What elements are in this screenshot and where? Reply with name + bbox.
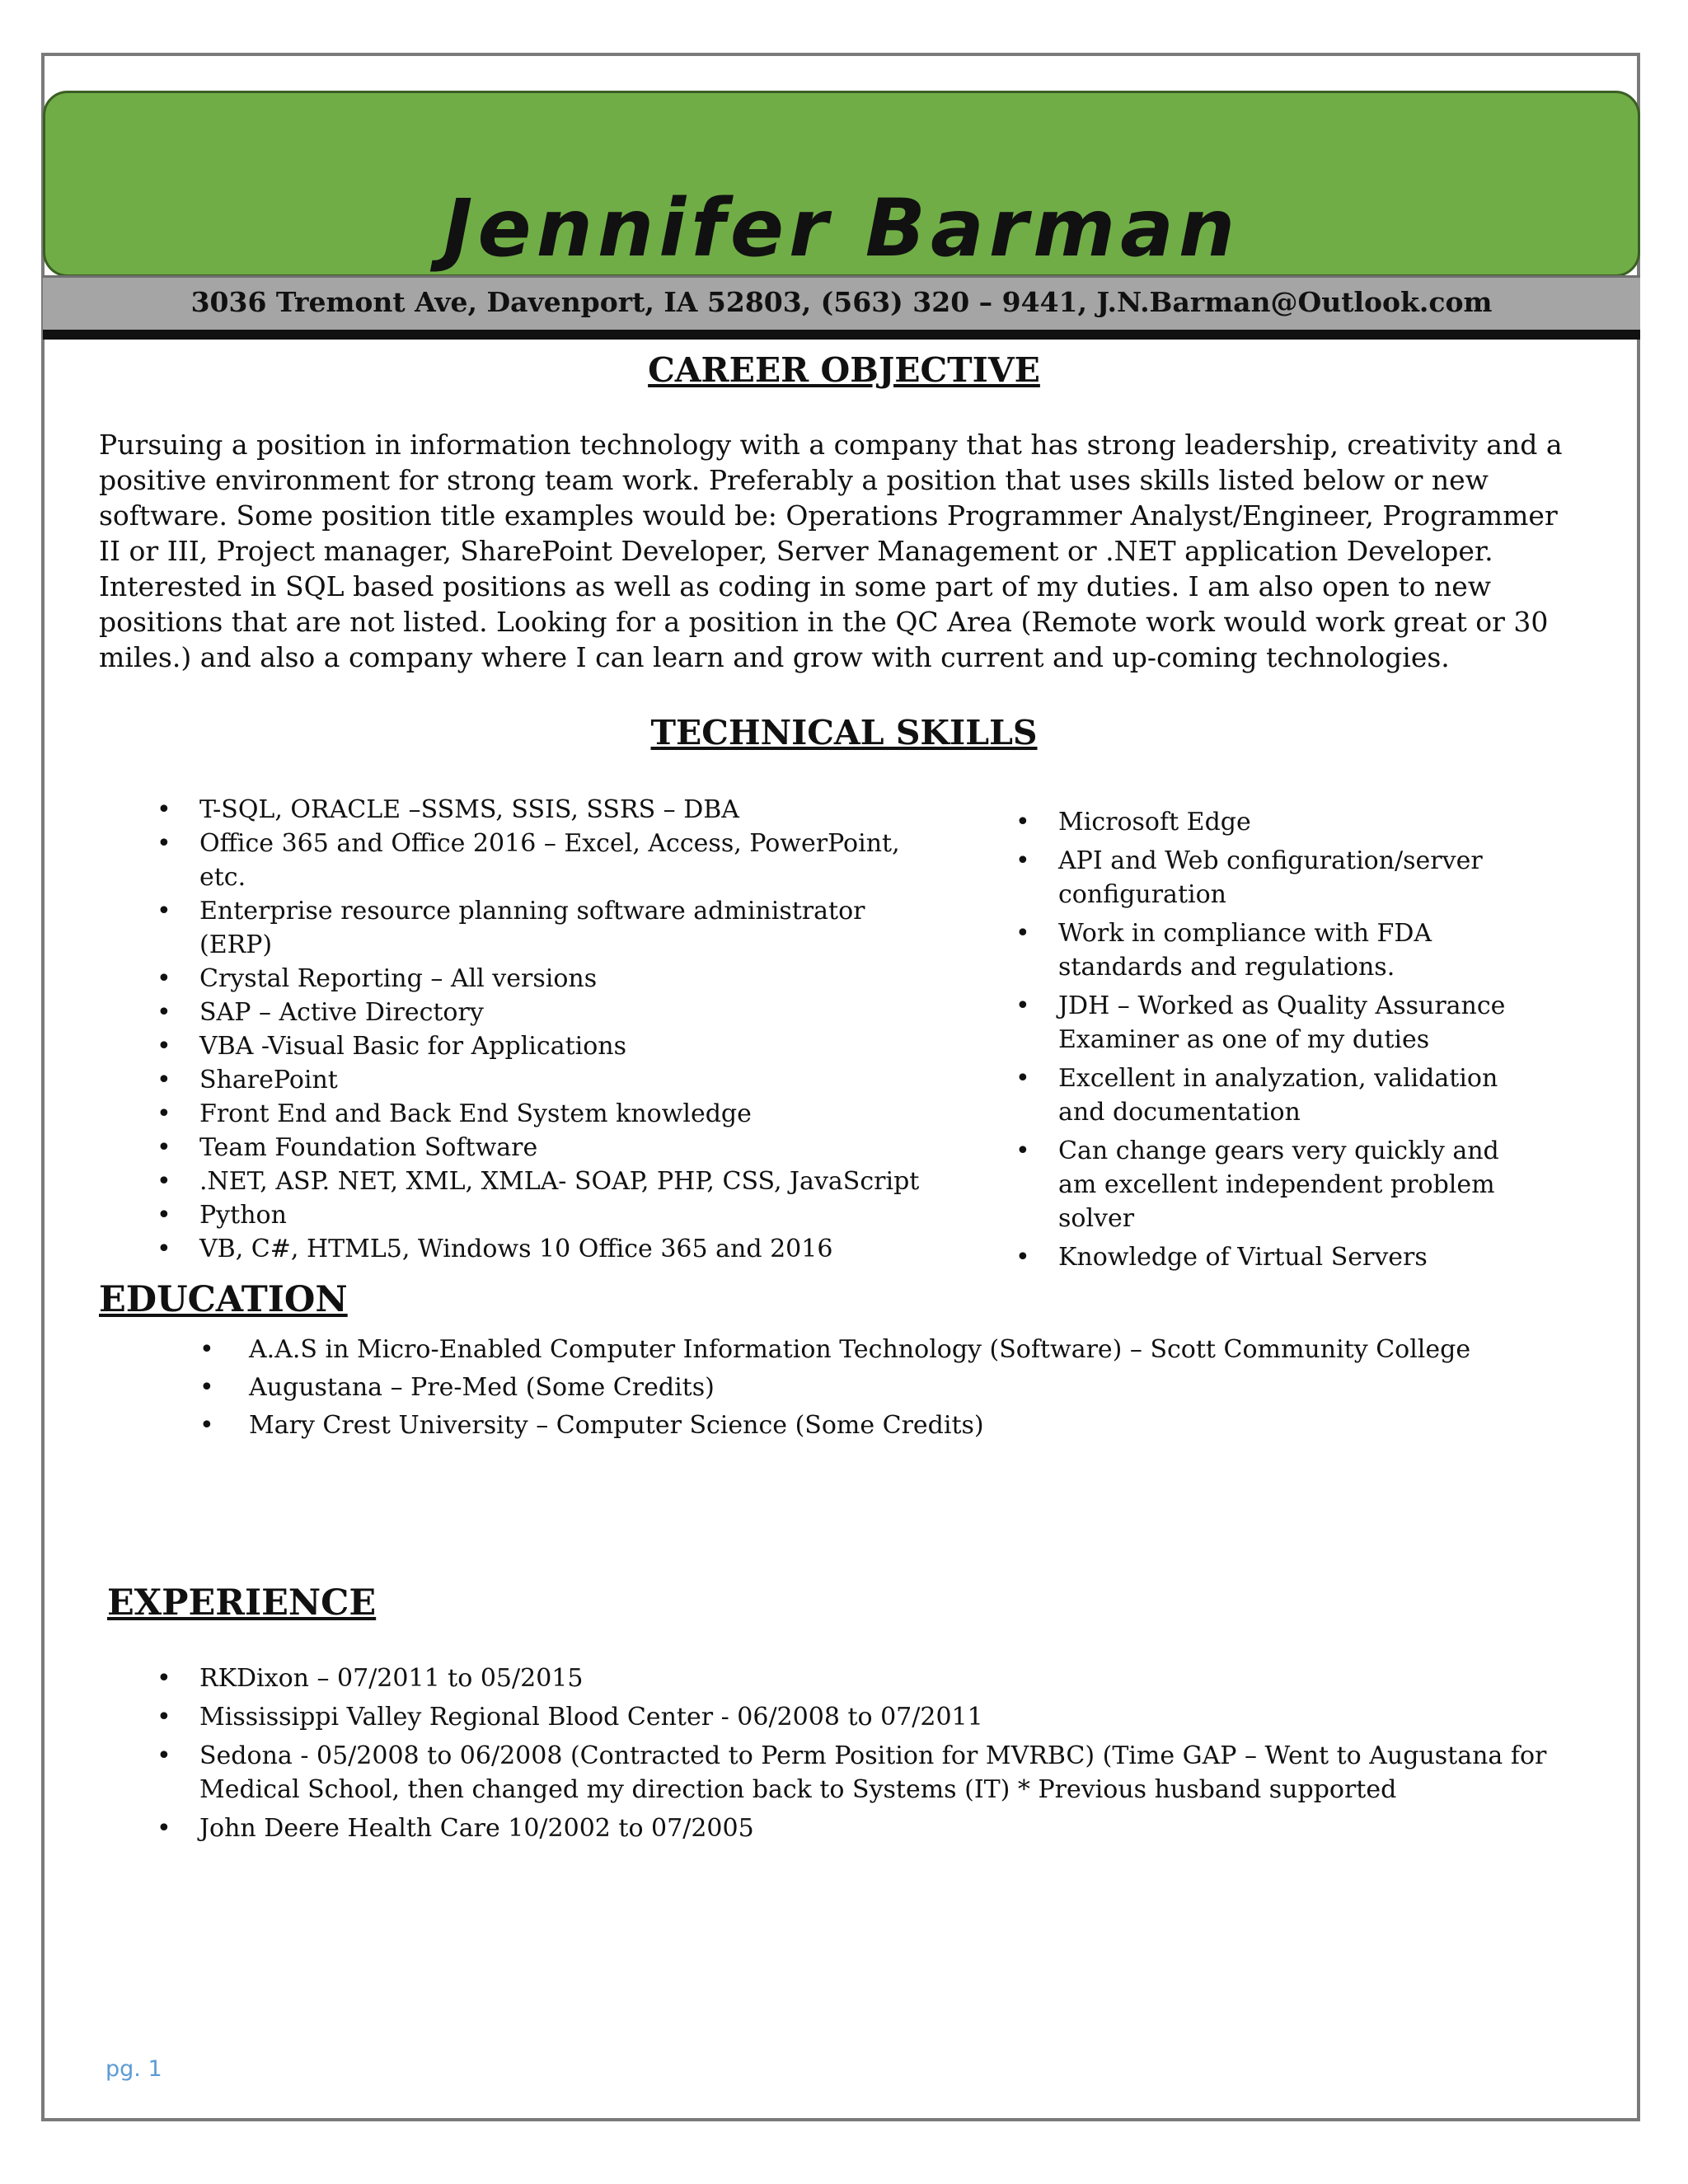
- list-item: • Mississippi Valley Regional Blood Center - 06/2008 to 07/2011: [99, 1700, 1582, 1734]
- bullet-icon: •: [157, 1814, 171, 1843]
- list-item: • Enterprise resource planning software administrator (ERP): [99, 894, 923, 962]
- list-item: • Work in compliance with FDA standards and regulations.: [958, 916, 1535, 984]
- list-item: • API and Web configuration/server configuration: [958, 844, 1535, 912]
- education-heading: EDUCATION: [99, 1279, 348, 1320]
- technical-skills-right-list: [958, 805, 1535, 1279]
- bullet-icon: •: [157, 1099, 171, 1128]
- education-list: [148, 1331, 1550, 1445]
- bullet-icon: •: [157, 1201, 171, 1230]
- list-item: • Can change gears very quickly and am excellent independent problem solver: [958, 1134, 1535, 1235]
- list-item: • SharePoint: [99, 1063, 923, 1097]
- name-banner: [43, 91, 1640, 277]
- bullet-icon: •: [1015, 1064, 1030, 1093]
- list-item: • Excellent in analyzation, validation and documentation: [958, 1062, 1535, 1129]
- contact-info: 3036 Tremont Ave, Davenport, IA 52803, (563) 320 – 9441, J.N.Barman@Outlook.com: [43, 275, 1640, 330]
- experience-heading: EXPERIENCE: [107, 1582, 377, 1624]
- list-item: • A.A.S in Micro-Enabled Computer Information Technology (Software) – Scott Community College: [148, 1331, 1550, 1369]
- bullet-icon: •: [157, 1066, 171, 1094]
- career-objective-text: Pursuing a position in information technology with a company that has strong leadership, creativity and a positive environment for strong team work. Preferably a position that uses skills listed below or new software. Some position title examples would be: Operations Programmer Analyst/Engineer, Programmer II or III, Project manager, SharePoint Developer, Server Management or .NET application Developer. Interested in SQL based positions as well as coding in some part of my duties. I am also open to new positions that are not listed. Looking for a position in the QC Area (Remote work would work great or 30 miles.) and also a company where I can learn and grow with current and up-coming technologies.: [99, 429, 1563, 673]
- list-item: • Microsoft Edge: [958, 805, 1535, 839]
- list-item: • JDH – Worked as Quality Assurance Examiner as one of my duties: [958, 989, 1535, 1057]
- list-item: • T-SQL, ORACLE –SSMS, SSIS, SSRS – DBA: [99, 793, 923, 827]
- list-item: • Sedona - 05/2008 to 06/2008 (Contracted to Perm Position for MVRBC) (Time GAP – Went to Augustana for Medical School, then changed my direction back to Systems (IT) * Previous husband supported: [99, 1739, 1582, 1807]
- list-item: • Front End and Back End System knowledge: [99, 1097, 923, 1131]
- list-item: • Python: [99, 1198, 923, 1232]
- bullet-icon: •: [1015, 808, 1030, 837]
- bullet-icon: •: [157, 795, 171, 824]
- bullet-icon: •: [157, 1235, 171, 1263]
- list-item: • Team Foundation Software: [99, 1131, 923, 1165]
- bullet-icon: •: [157, 964, 171, 993]
- bullet-icon: •: [1015, 1137, 1030, 1165]
- list-item: • John Deere Health Care 10/2002 to 07/2005: [99, 1811, 1582, 1845]
- bullet-icon: •: [199, 1411, 214, 1440]
- list-item: • VBA -Visual Basic for Applications: [99, 1029, 923, 1063]
- list-item: • Knowledge of Virtual Servers: [958, 1240, 1535, 1274]
- page-number: pg. 1: [106, 2056, 162, 2082]
- bullet-icon: •: [157, 897, 171, 926]
- bullet-icon: •: [1015, 919, 1030, 948]
- career-objective-heading: CAREER OBJECTIVE: [648, 350, 1040, 390]
- bullet-icon: •: [157, 1741, 171, 1770]
- bullet-icon: •: [157, 829, 171, 858]
- list-item: • Mary Crest University – Computer Science (Some Credits): [148, 1407, 1550, 1445]
- bullet-icon: •: [199, 1373, 214, 1402]
- bullet-icon: •: [157, 1133, 171, 1162]
- bullet-icon: •: [1015, 846, 1030, 875]
- bullet-icon: •: [157, 998, 171, 1027]
- experience-list: [99, 1661, 1582, 1850]
- list-item: • VB, C#, HTML5, Windows 10 Office 365 and 2016: [99, 1232, 923, 1266]
- list-item: • Office 365 and Office 2016 – Excel, Access, PowerPoint, etc.: [99, 827, 923, 894]
- header-divider: [43, 330, 1640, 340]
- bullet-icon: •: [1015, 991, 1030, 1020]
- bullet-icon: •: [157, 1167, 171, 1196]
- candidate-name: Jennifer Barman: [443, 182, 1240, 274]
- list-item: • Crystal Reporting – All versions: [99, 962, 923, 996]
- bullet-icon: •: [157, 1032, 171, 1061]
- list-item: • .NET, ASP. NET, XML, XMLA- SOAP, PHP, CSS, JavaScript: [99, 1165, 923, 1198]
- technical-skills-left-list: [99, 793, 923, 1266]
- bullet-icon: •: [157, 1664, 171, 1693]
- bullet-icon: •: [199, 1335, 214, 1364]
- list-item: • RKDixon – 07/2011 to 05/2015: [99, 1661, 1582, 1695]
- list-item: • SAP – Active Directory: [99, 996, 923, 1029]
- bullet-icon: •: [157, 1703, 171, 1732]
- technical-skills-heading: TECHNICAL SKILLS: [650, 713, 1038, 752]
- list-item: • Augustana – Pre-Med (Some Credits): [148, 1369, 1550, 1407]
- bullet-icon: •: [1015, 1243, 1030, 1272]
